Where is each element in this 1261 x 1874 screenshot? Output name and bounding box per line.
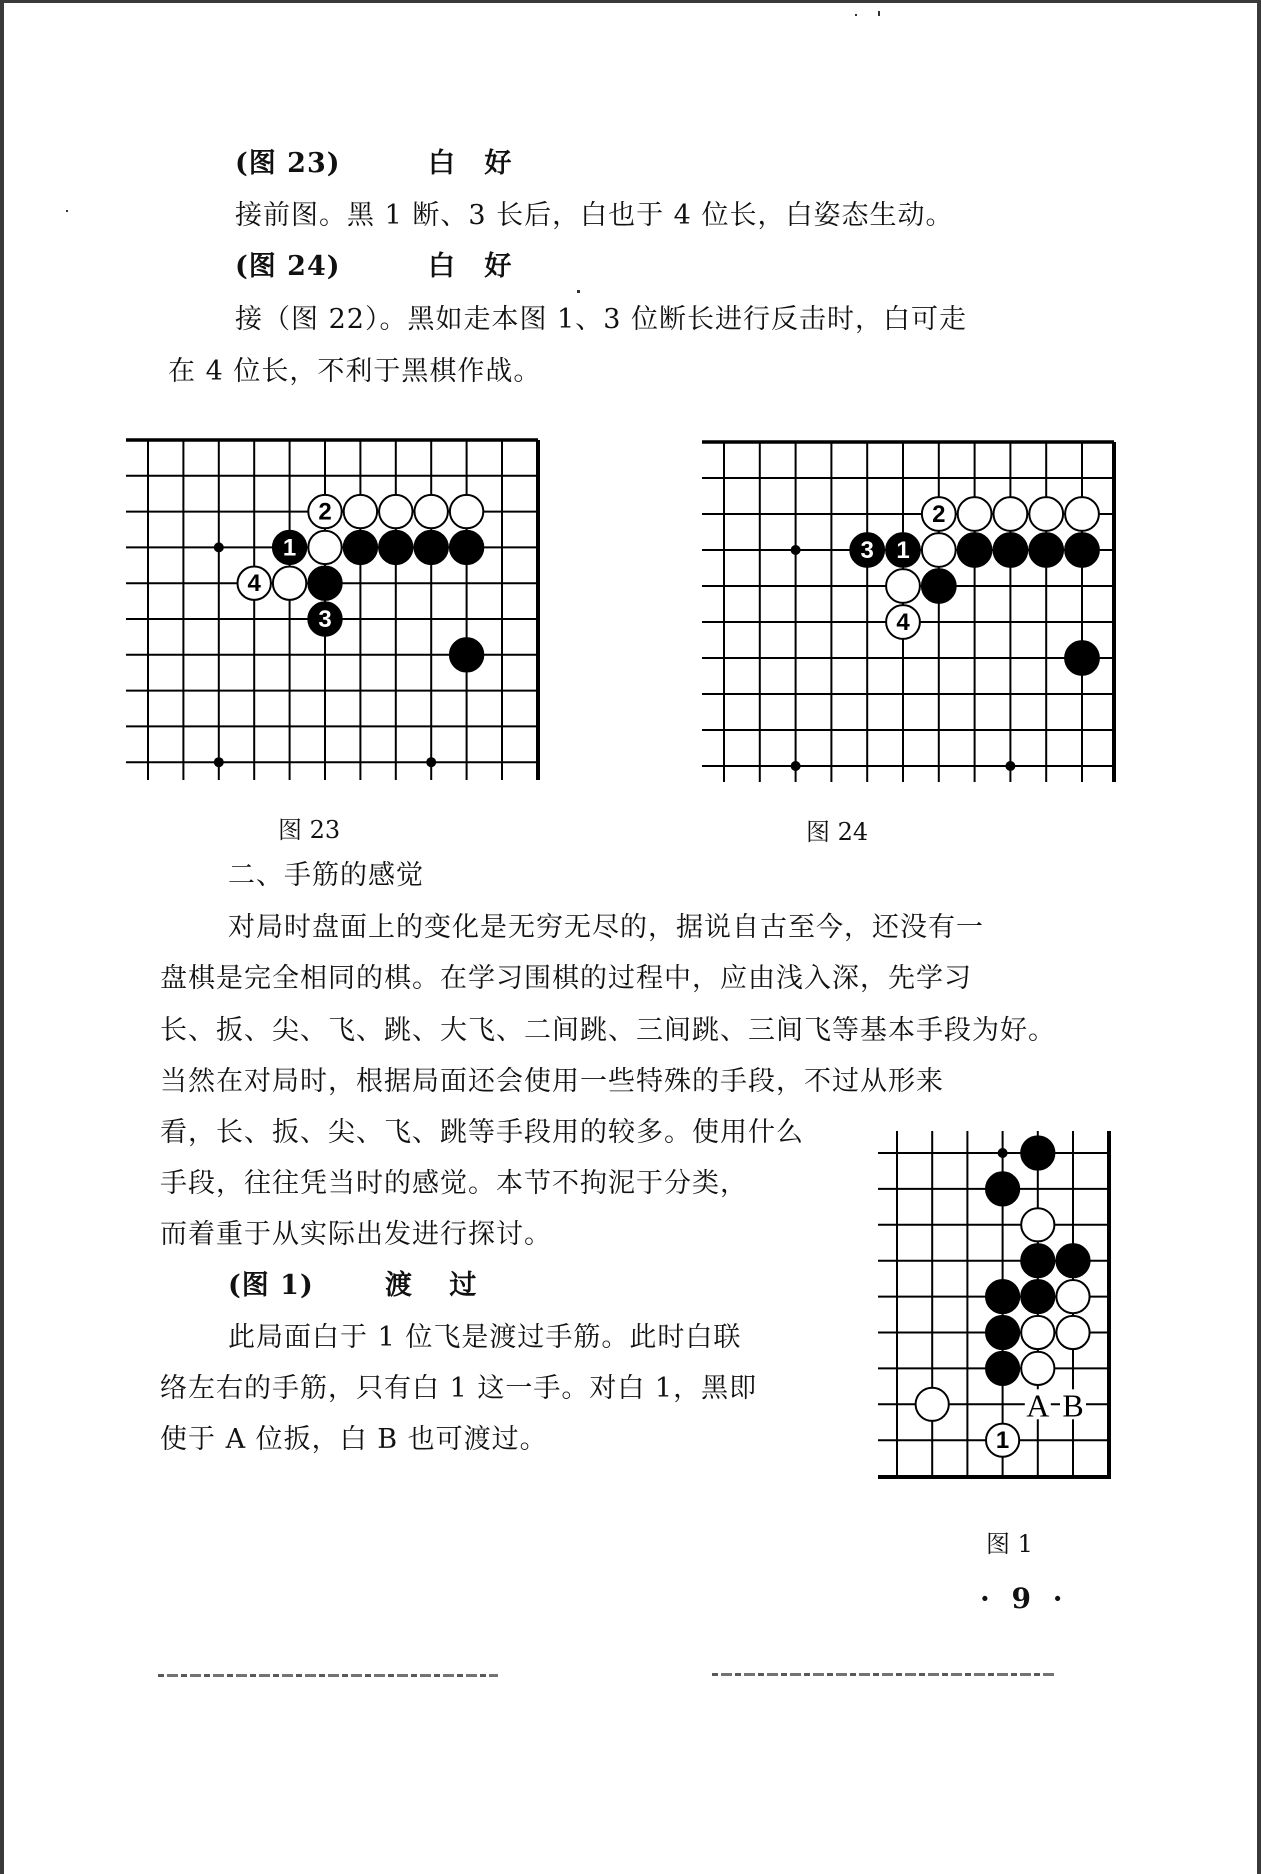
black-stone <box>986 1316 1019 1349</box>
fig1-caption: 图 1 <box>986 1530 1033 1558</box>
black-stone <box>986 1172 1019 1205</box>
move-number: 4 <box>247 570 261 598</box>
fig1-description-line: 络左右的手筋，只有白 1 这一手。对白 1，黑即 <box>160 1373 758 1404</box>
scan-artifact <box>712 1673 1057 1676</box>
move-number: 1 <box>282 534 297 562</box>
fig1-heading-label: (图 1) <box>228 1270 314 1301</box>
move-number: 2 <box>318 498 332 526</box>
point-mark-label: A <box>1026 1387 1050 1424</box>
chapter-title: 二、手筋的感觉 <box>228 860 424 891</box>
fig23-caption: 图 23 <box>278 816 341 844</box>
move-number: 4 <box>896 609 910 636</box>
move-number: 1 <box>896 537 910 564</box>
move-number: 2 <box>932 501 946 528</box>
fig24-heading-label: (图 24) <box>235 251 341 282</box>
star-point <box>998 1148 1008 1158</box>
white-stone <box>986 1424 1019 1457</box>
chapter-paragraph-line: 看，长、扳、尖、飞、跳等手段用的较多。使用什么 <box>160 1117 804 1148</box>
scan-artifact <box>158 1674 498 1677</box>
chapter-paragraph-line: 手段，往往凭当时的感觉。本节不拘泥于分类， <box>160 1168 748 1199</box>
white-stone <box>1056 1280 1089 1313</box>
fig23-heading-label: (图 23) <box>235 148 341 179</box>
scan-speck <box>855 14 857 16</box>
scan-speck <box>878 11 880 16</box>
fig24-heading-evaluation: 白 好 <box>428 251 522 282</box>
white-stone <box>1056 1316 1089 1349</box>
black-stone <box>1021 1280 1054 1313</box>
black-stone <box>986 1280 1019 1313</box>
move-number: 3 <box>860 537 874 564</box>
fig24-description-line1: 接（图 22）。黑如走本图 1、3 位断长进行反击时，白可走 <box>235 304 967 335</box>
white-stone <box>916 1388 949 1421</box>
white-stone <box>1021 1316 1054 1349</box>
move-number: 1 <box>995 1427 1010 1455</box>
chapter-paragraph-line: 而着重于从实际出发进行探讨。 <box>160 1219 552 1250</box>
black-stone <box>1056 1244 1089 1277</box>
chapter-paragraph-line: 当然在对局时，根据局面还会使用一些特殊的手段，不过从形来 <box>160 1066 944 1097</box>
white-stone <box>1021 1352 1054 1385</box>
black-stone <box>986 1352 1019 1385</box>
chapter-paragraph-line: 长、扳、尖、飞、跳、大飞、二间跳、三间跳、三间飞等基本手段为好。 <box>160 1015 1056 1046</box>
fig24-description-line2: 在 4 位长，不利于黑棋作战。 <box>168 356 542 387</box>
point-mark-label: B <box>1062 1387 1084 1424</box>
black-stone <box>1021 1244 1054 1277</box>
scan-speck <box>66 210 68 212</box>
white-stone <box>1021 1208 1054 1241</box>
fig24-caption: 图 24 <box>806 818 869 846</box>
black-stone <box>1021 1136 1054 1169</box>
move-number: 3 <box>318 606 332 633</box>
fig23-description: 接前图。黑 1 断、3 长后，白也于 4 位长，白姿态生动。 <box>235 200 954 231</box>
page-number: · 9 · <box>980 1582 1069 1615</box>
fig1-description-line: 使于 A 位扳，白 B 也可渡过。 <box>160 1424 548 1455</box>
fig1-heading-evaluation: 渡 过 <box>385 1270 491 1301</box>
chapter-paragraph-line: 对局时盘面上的变化是无穷无尽的，据说自古至今，还没有一 <box>228 912 984 943</box>
chapter-paragraph-line: 盘棋是完全相同的棋。在学习围棋的过程中，应由浅入深，先学习 <box>160 963 972 994</box>
fig1-description-line: 此局面白于 1 位飞是渡过手筋。此时白联 <box>228 1322 742 1353</box>
fig23-heading-evaluation: 白 好 <box>428 148 522 179</box>
scan-speck <box>577 290 580 293</box>
